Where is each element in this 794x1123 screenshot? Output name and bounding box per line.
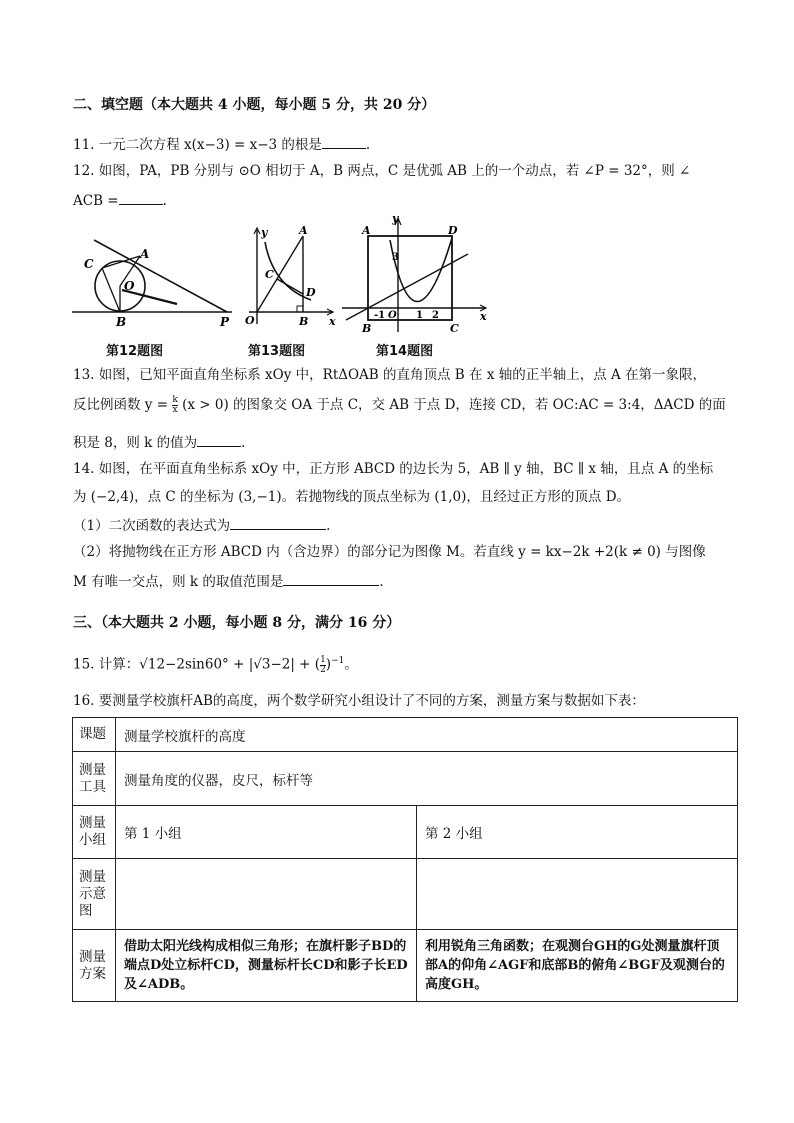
diagram-cell-2 [417, 859, 738, 930]
label-x: x [329, 315, 336, 328]
question-13-line2-b: (x > 0) 的图象交 OA 于点 C，交 AB 于点 D，连接 CD，若 OC:AC = 3:4，ΔACD 的面 [182, 397, 726, 413]
question-13-line3-text: 积是 8，则 k 的值为 [73, 435, 198, 451]
question-14-line2: 为 (−2,4)，点 C 的坐标为 (3,−1)。若抛物线的顶点坐标为 (1,0)，且经过正方形的顶点 D。 [73, 489, 631, 505]
table-row [73, 930, 738, 1002]
group-2: 第 2 小组 [417, 806, 738, 859]
question-14-sub2-line1: （2）将抛物线在正方形 ABCD 内（含边界）的部分记为图像 M。若直线 y = kx−2k +2(k ≠ 0) 与图像 [73, 544, 706, 560]
table-row [73, 859, 738, 930]
section-title: 二、填空题（本大题共 4 小题，每小题 5 分，共 20 分） [73, 97, 436, 113]
topic-value: 测量学校旗杆的高度 [116, 718, 738, 752]
diagram-cell-1 [116, 859, 417, 930]
tools-value: 测量角度的仪器，皮尺，标杆等 [116, 752, 738, 806]
row-label-plan: 测量方案 [73, 930, 116, 1002]
question-15 [73, 652, 358, 675]
question-15-suffix: ) [325, 656, 332, 673]
plan-2: 利用锐角三角函数；在观测台GH的G处测量旗杆顶部A的仰角∠AGF和底部B的俯角∠BGF及观测台的高度GH。 [417, 930, 738, 1002]
fraction-numerator: k [172, 395, 178, 405]
label-x: x [480, 310, 487, 323]
question-14-sub2-line2-text: M 有唯一交点，则 k 的取值范围是 [73, 574, 284, 590]
question-16: 16. 要测量学校旗杆AB的高度，两个数学研究小组设计了不同的方案，测量方案与数据如下表： [73, 693, 645, 709]
question-13-line3: 积是 8，则 k 的值为 . [73, 432, 245, 452]
answer-blank [283, 571, 379, 586]
question-14-sub1: （1）二次函数的表达式为 . [73, 515, 330, 535]
fraction-numerator: 1 [320, 654, 326, 665]
label-a: A [140, 247, 150, 261]
label-o: O [124, 279, 135, 293]
label-a: A [362, 224, 371, 237]
group-1: 第 1 小组 [116, 806, 417, 859]
label-b: B [299, 315, 309, 328]
label-o: O [245, 314, 255, 327]
label-minus1: -1 [374, 310, 386, 321]
label-c: C [450, 322, 459, 335]
question-11-text: 11. 一元二次方程 x(x−3) = x−3 的根是 [73, 137, 322, 153]
row-label-topic: 课题 [73, 718, 116, 752]
table-row [73, 752, 738, 806]
question-13-line1: 13. 如图，已知平面直角坐标系 xOy 中，RtΔOAB 的直角顶点 B 在 x 轴的正半轴上，点 A 在第一象限， [73, 367, 707, 383]
answer-blank [230, 515, 326, 530]
label-a: A [299, 224, 308, 237]
measurement-plan-table [72, 717, 738, 1002]
section-title: 三、（本大题共 2 小题，每小题 8 分，满分 16 分） [73, 615, 401, 631]
label-y: y [261, 226, 268, 239]
label-d: D [448, 224, 458, 237]
row-label-group: 测量小组 [73, 806, 116, 859]
fraction-denominator: x [172, 405, 178, 415]
figure-13-caption: 第13题图 [248, 344, 306, 359]
label-d: D [306, 286, 316, 299]
question-11: 11. 一元二次方程 x(x−3) = x−3 的根是 . [73, 134, 370, 154]
label-b: B [362, 322, 372, 335]
question-14-line1: 14. 如图，在平面直角坐标系 xOy 中，正方形 ABCD 的边长为 5，AB ∥ y 轴，BC ∥ x 轴，且点 A 的坐标 [73, 461, 714, 477]
figure-14-caption: 第14题图 [376, 344, 434, 359]
question-15-end: 。 [344, 656, 358, 673]
question-13-line2 [73, 396, 726, 415]
table-row [73, 718, 738, 752]
plan-1: 借助太阳光线构成相似三角形；在旗杆影子BD的端点D处立标杆CD，测量标杆长CD和影子长ED及∠ADB。 [116, 930, 417, 1002]
question-14-sub1-text: （1）二次函数的表达式为 [73, 518, 231, 534]
label-c: C [84, 257, 94, 271]
question-13-line2-a: 反比例函数 y = [73, 397, 169, 413]
answer-blank [322, 134, 366, 149]
label-2: 2 [432, 310, 439, 321]
question-14-sub2-line2: M 有唯一交点，则 k 的取值范围是 . [73, 571, 384, 591]
question-12-line2: ACB = . [73, 190, 167, 210]
label-1: 1 [416, 310, 423, 321]
figure-12 [72, 228, 240, 332]
label-c: C [265, 268, 274, 281]
fraction-k-over-x [172, 396, 177, 415]
question-12-line2-text: ACB = [73, 193, 119, 209]
figure-12-caption: 第12题图 [106, 344, 164, 359]
row-label-diagram: 测量示意图 [73, 859, 116, 930]
exponent: −1 [331, 656, 345, 666]
question-12-line1: 12. 如图，PA，PB 分别与 ⊙O 相切于 A，B 两点，C 是优弧 AB 上的一个动点，若 ∠P = 32°，则 ∠ [73, 163, 691, 179]
label-o: O [388, 310, 397, 321]
answer-blank [197, 432, 241, 447]
figure-13 [243, 224, 339, 334]
table-row [73, 806, 738, 859]
figure-14 [340, 214, 490, 338]
label-p: P [220, 315, 230, 329]
label-y: y [392, 214, 399, 225]
row-label-tools: 测量工具 [73, 752, 116, 806]
question-15-prefix: 15. 计算：√12−2sin60° + |√3−2| + ( [73, 656, 321, 673]
label-3: 3 [392, 252, 399, 263]
answer-blank [119, 190, 163, 205]
fraction-denominator: 2 [320, 664, 326, 675]
label-b: B [116, 315, 127, 329]
